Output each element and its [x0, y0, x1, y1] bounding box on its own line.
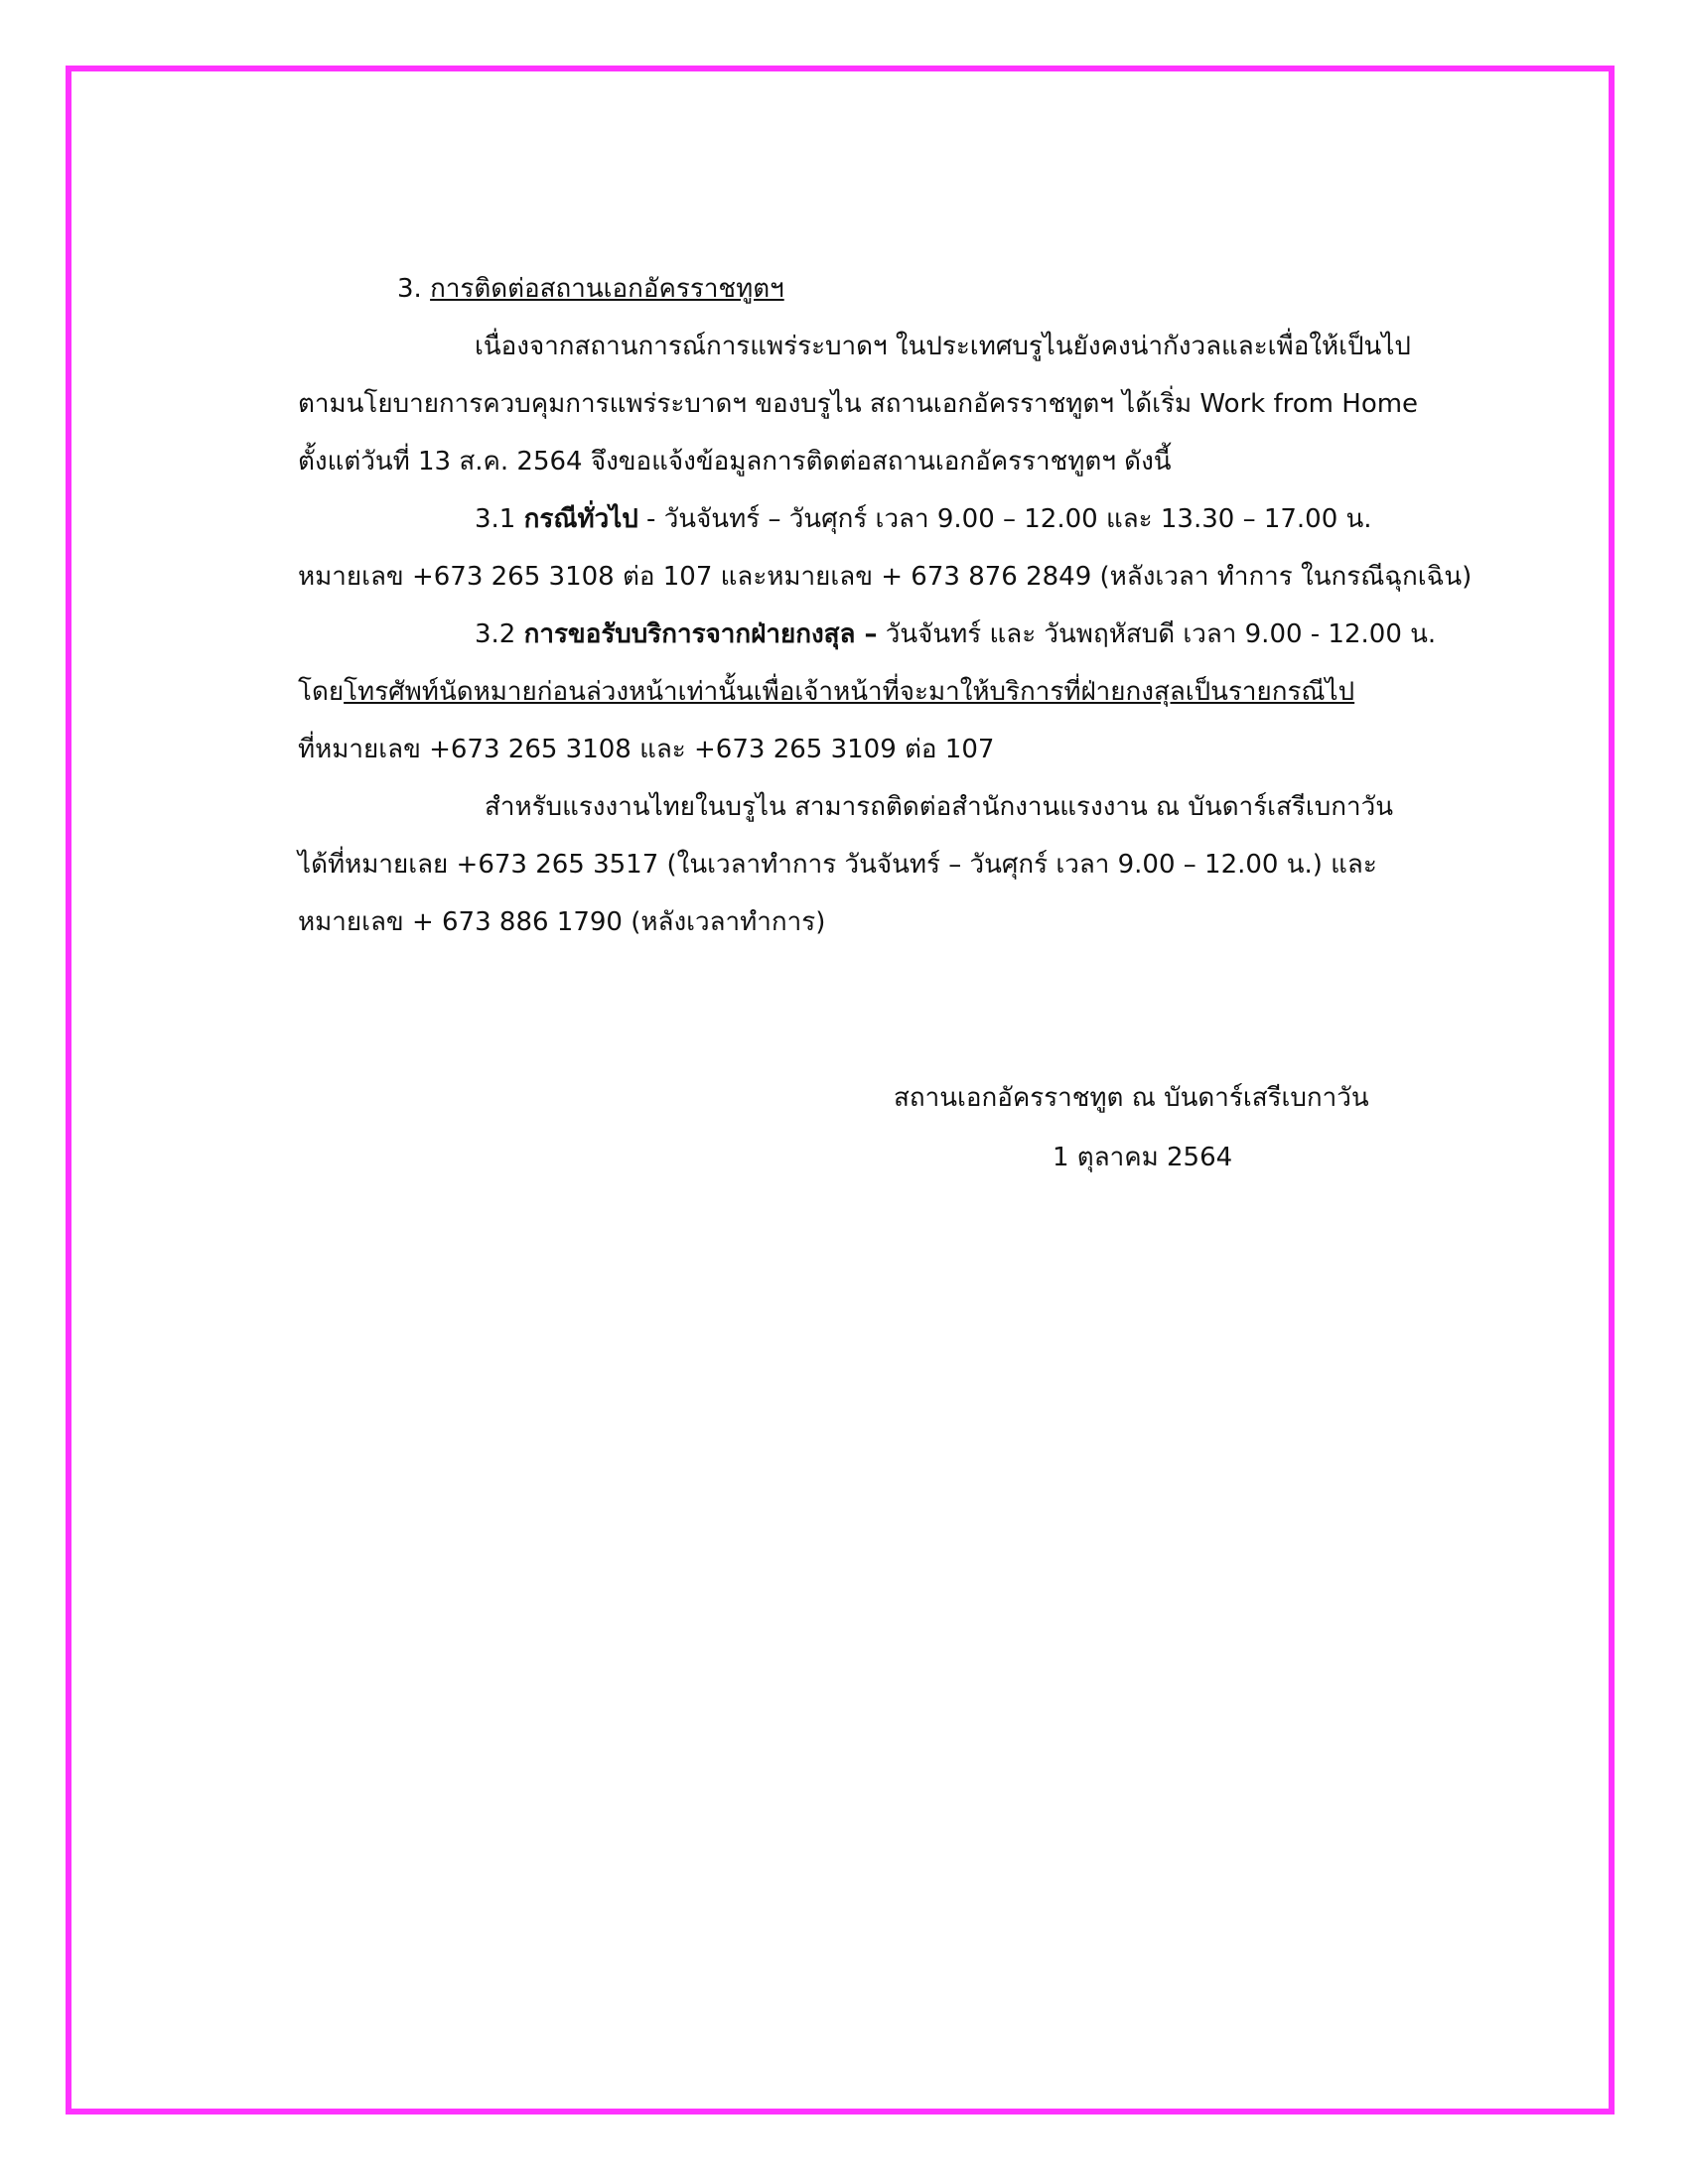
item-3-1-hours: - วันจันทร์ – วันศุกร์ เวลา 9.00 – 12.00 และ 13.30 – 17.00 น. [646, 504, 1372, 534]
paragraph-1-line-2: ตามนโยบายการควบคุมการแพร่ระบาดฯ ของบรูไน สถานเอกอัครราชทูตฯ ได้เริ่ม Work from Home [298, 389, 1419, 419]
paragraph-1-line-3: ตั้งแต่วันที่ 13 ส.ค. 2564 จึงขอแจ้งข้อมูลการติดต่อสถานเอกอัครราชทูตฯ ดังนี้ [298, 447, 1172, 477]
labour-line-2: ได้ที่หมายเลย +673 265 3517 (ในเวลาทำการ วันจันทร์ – วันศุกร์ เวลา 9.00 – 12.00 น.) และ [298, 850, 1377, 880]
item-3-2-hours: วันจันทร์ และ วันพฤหัสบดี เวลา 9.00 - 12.00 น. [885, 619, 1437, 649]
signature-org: สถานเอกอัครราชทูต ณ บันดาร์เสรีเบกาวัน [894, 1083, 1369, 1113]
section-heading [298, 260, 1479, 318]
item-3-2-line-1 [298, 606, 1479, 663]
item-3-1-line-1 [298, 490, 1479, 548]
paragraph-1-line-1: เนื่องจากสถานการณ์การแพร่ระบาดฯ ในประเทศบรูไนยังคงน่ากังวลและเพื่อให้เป็นไป [475, 332, 1411, 361]
signature-date: 1 ตุลาคม 2564 [1053, 1143, 1233, 1172]
item-3-2-label: การขอรับบริการจากฝ่ายกงสุล – [523, 619, 878, 649]
item-3-2-prefix: โดย [298, 677, 345, 707]
item-3-1-label: กรณีทั่วไป [523, 504, 638, 534]
labour-line-1: สำหรับแรงงานไทยในบรูไน สามารถติดต่อสำนักงานแรงงาน ณ บันดาร์เสรีเบกาวัน [485, 792, 1393, 822]
section-number: 3. [397, 274, 422, 304]
document-body [298, 260, 1479, 951]
labour-line-3: หมายเลข + 673 886 1790 (หลังเวลาทำการ) [298, 907, 826, 937]
item-3-2-number: 3.2 [475, 619, 516, 649]
item-3-1-line-2: หมายเลข +673 265 3108 ต่อ 107 และหมายเลข + 673 876 2849 (หลังเวลา ทำการ ในกรณีฉุกเฉิน) [298, 562, 1473, 592]
signature-block [894, 1068, 1410, 1187]
item-3-1-number: 3.1 [475, 504, 516, 534]
item-3-2-line-3: ที่หมายเลข +673 265 3108 และ +673 265 3109 ต่อ 107 [298, 735, 995, 764]
item-3-2-line-2 [298, 663, 1479, 721]
section-title: การติดต่อสถานเอกอัครราชทูตฯ [430, 274, 784, 304]
item-3-2-appointment-note: โทรศัพท์นัดหมายก่อนล่วงหน้าเท่านั้นเพื่อเจ้าหน้าที่จะมาให้บริการที่ฝ่ายกงสุลเป็นรายกรณีไป [344, 677, 1355, 707]
